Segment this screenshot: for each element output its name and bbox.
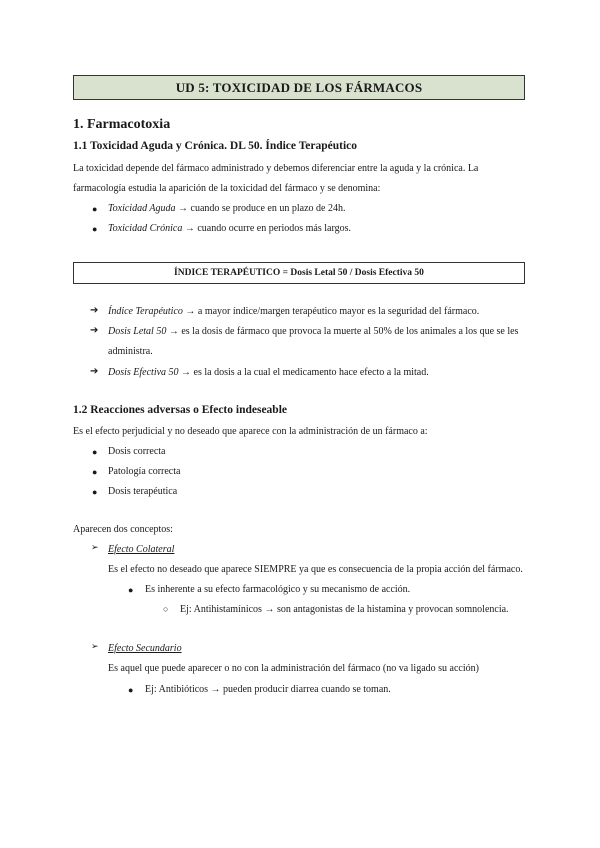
bullet-icon: ● bbox=[92, 487, 98, 497]
bullet-icon: ● bbox=[128, 585, 134, 595]
bullet-icon: ● bbox=[92, 447, 98, 457]
list-item-continuation: administra. bbox=[108, 346, 153, 357]
definition: → es la dosis de fármaco que provoca la muerte al 50% de los animales a los que se les bbox=[166, 326, 519, 337]
arrow-icon: ➔ bbox=[90, 366, 99, 377]
formula-box: ÍNDICE TERAPÉUTICO = Dosis Letal 50 / Dosis Efectiva 50 bbox=[73, 262, 525, 284]
list-item bbox=[108, 306, 479, 317]
bullet-icon: ● bbox=[92, 467, 98, 477]
list-item bbox=[108, 367, 429, 378]
arrow-icon: ➔ bbox=[90, 325, 99, 336]
definition: → es la dosis a la cual el medicamento hace efecto a la mitad. bbox=[178, 367, 429, 378]
paragraph-line: Aparecen dos conceptos: bbox=[73, 524, 173, 535]
term: Toxicidad Crónica bbox=[108, 223, 183, 234]
paragraph-line: Es el efecto no deseado que aparece SIEMPRE ya que es consecuencia de la propia acción del fármaco. bbox=[108, 564, 523, 575]
chevron-icon: ➢ bbox=[91, 543, 99, 553]
list-item: Dosis correcta bbox=[108, 446, 166, 457]
list-item: Ej: Antihistamínicos → son antagonistas de la histamina y provocan somnolencia. bbox=[180, 604, 509, 615]
list-item: Es inherente a su efecto farmacológico y su mecanismo de acción. bbox=[145, 584, 411, 595]
list-item: Patología correcta bbox=[108, 466, 181, 477]
paragraph-line: Es aquel que puede aparecer o no con la administración del fármaco (no va ligado su acción) bbox=[108, 663, 479, 674]
bullet-icon: ● bbox=[92, 224, 98, 234]
arrow-icon: ➔ bbox=[90, 305, 99, 316]
chevron-icon: ➢ bbox=[91, 642, 99, 652]
list-item bbox=[108, 203, 345, 214]
paragraph-line: farmacología estudia la aparición de la toxicidad del fármaco y se denomina: bbox=[73, 183, 381, 194]
list-item: Dosis terapéutica bbox=[108, 486, 178, 497]
concept-title: Efecto Colateral bbox=[108, 544, 175, 555]
term: Dosis Efectiva 50 bbox=[108, 367, 179, 378]
subsection-heading: 1.2 Reacciones adversas o Efecto indeseable bbox=[73, 404, 287, 416]
term: Dosis Letal 50 bbox=[108, 326, 167, 337]
definition: → cuando se produce en un plazo de 24h. bbox=[175, 203, 346, 214]
bullet-icon: ● bbox=[92, 204, 98, 214]
subsection-heading: 1.1 Toxicidad Aguda y Crónica. DL 50. Índice Terapéutico bbox=[73, 140, 358, 152]
page-title: UD 5: TOXICIDAD DE LOS FÁRMACOS bbox=[73, 75, 525, 100]
term: Toxicidad Aguda bbox=[108, 203, 176, 214]
definition: → a mayor índice/margen terapéutico mayor es la seguridad del fármaco. bbox=[182, 306, 480, 317]
circle-bullet-icon: ○ bbox=[163, 604, 169, 614]
concept-title: Efecto Secundario bbox=[108, 643, 182, 654]
term: Índice Terapéutico bbox=[108, 306, 183, 317]
paragraph-line: La toxicidad depende del fármaco administrado y debemos diferenciar entre la aguda y la crónica. La bbox=[73, 163, 479, 174]
list-item bbox=[108, 223, 351, 234]
paragraph-line: Es el efecto perjudicial y no deseado que aparece con la administración de un fármaco a: bbox=[73, 426, 428, 437]
definition: → cuando ocurre en periodos más largos. bbox=[182, 223, 352, 234]
list-item bbox=[108, 326, 518, 337]
bullet-icon: ● bbox=[128, 685, 134, 695]
list-item: Ej: Antibióticos → pueden producir diarrea cuando se toman. bbox=[145, 684, 391, 695]
section-heading: 1. Farmacotoxia bbox=[73, 117, 171, 132]
